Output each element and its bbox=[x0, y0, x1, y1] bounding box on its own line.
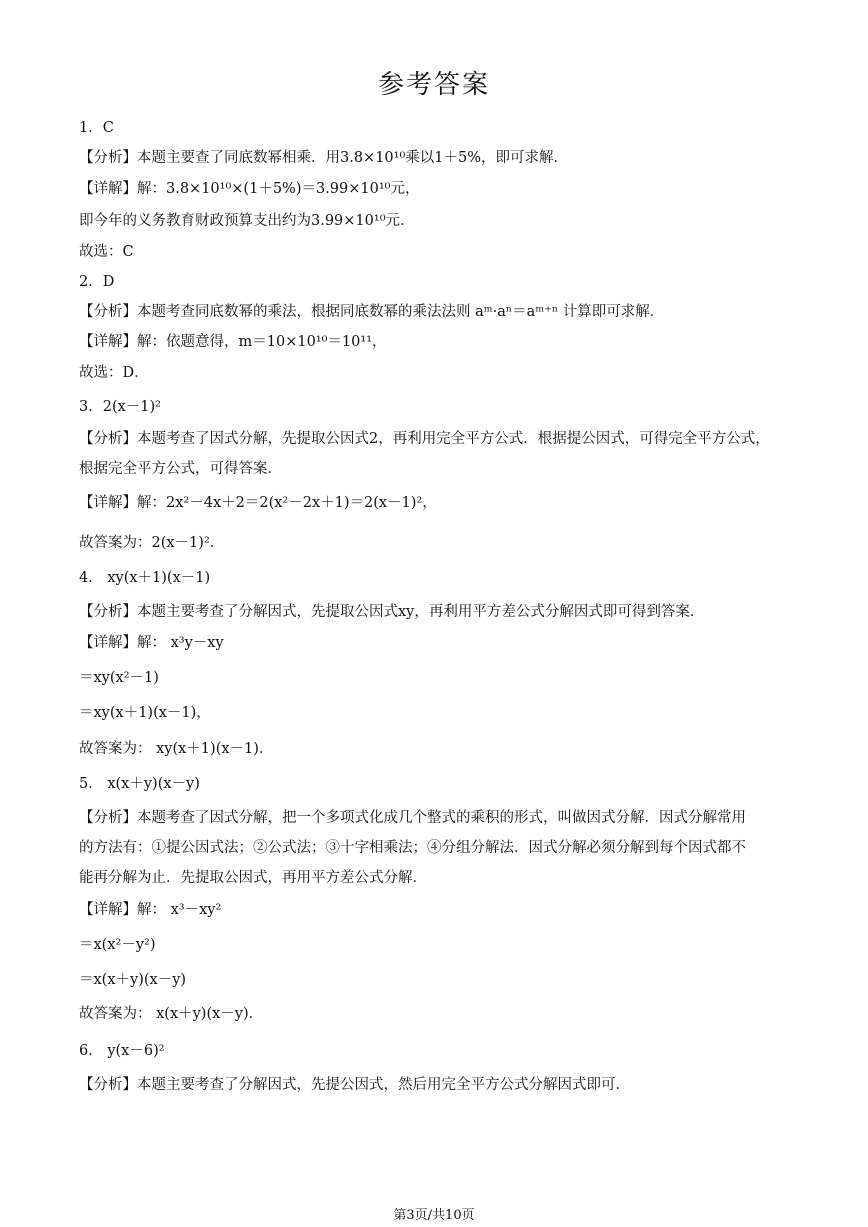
analysis-line: 【分析】本题主要考查了分解因式，先提公因式，然后用完全平方公式分解因式即可． bbox=[79, 1077, 630, 1093]
text-line: 故选：C bbox=[79, 244, 134, 260]
page-title: 参考答案 bbox=[377, 70, 490, 100]
answer-line: 1．C bbox=[79, 120, 114, 136]
detail-line: 【详解】解： x³－xy² bbox=[79, 902, 222, 918]
math-line: ＝xy(x＋1)(x－1)， bbox=[79, 705, 211, 721]
analysis-line: 【分析】本题考查同底数幂的乘法，根据同底数幂的乘法法则 aᵐ·aⁿ＝aᵐ⁺ⁿ 计算即可求解． bbox=[79, 304, 665, 320]
text-line: 故答案为：2(x－1)²． bbox=[79, 535, 225, 551]
text-line: 能再分解为止．先提取公因式，再用平方差公式分解． bbox=[79, 870, 427, 886]
analysis-line: 【分析】本题考查了因式分解，先提取公因式2，再利用完全平方公式．根据提公因式，可得完全平方公式， bbox=[79, 431, 770, 447]
math-line: ＝x(x²－y²) bbox=[79, 937, 156, 953]
detail-line: 【详解】解：依题意得，m＝10×10¹⁰＝10¹¹， bbox=[79, 334, 387, 350]
text-line: 故答案为： x(x＋y)(x－y)． bbox=[79, 1006, 264, 1022]
analysis-line: 【分析】本题主要查了同底数幂相乘．用3.8×10¹⁰乘以1＋5%，即可求解． bbox=[79, 150, 569, 166]
answer-line: 5． x(x＋y)(x－y) bbox=[79, 776, 200, 792]
answer-line: 2．D bbox=[79, 274, 115, 290]
detail-line: 【详解】解： x³y－xy bbox=[79, 635, 224, 651]
text-line: 故选：D． bbox=[79, 365, 149, 381]
answer-line: 6． y(x－6)² bbox=[79, 1043, 165, 1059]
answer-line: 3．2(x－1)² bbox=[79, 399, 161, 415]
page-footer: 第3页/共10页 bbox=[393, 1208, 475, 1223]
math-line: ＝x(x＋y)(x－y) bbox=[79, 972, 187, 988]
detail-line: 【详解】解：2x²－4x＋2＝2(x²－2x＋1)＝2(x－1)²， bbox=[79, 495, 437, 511]
answer-line: 4． xy(x＋1)(x－1) bbox=[79, 570, 211, 586]
analysis-line: 【分析】本题主要考查了分解因式，先提取公因式xy，再利用平方差公式分解因式即可得到答案． bbox=[79, 604, 705, 620]
text-line: 故答案为： xy(x＋1)(x－1)． bbox=[79, 741, 274, 757]
text-line: 根据完全平方公式，可得答案． bbox=[79, 461, 282, 477]
text-line: 即今年的义务教育财政预算支出约为3.99×10¹⁰元． bbox=[79, 213, 415, 229]
analysis-line: 【分析】本题考查了因式分解，把一个多项式化成几个整式的乘积的形式，叫做因式分解．因式分解常用 bbox=[79, 810, 746, 826]
detail-line: 【详解】解：3.8×10¹⁰×(1＋5%)＝3.99×10¹⁰元， bbox=[79, 181, 420, 197]
text-line: 的方法有：①提公因式法；②公式法；③十字相乘法；④分组分解法．因式分解必须分解到每个因式都不 bbox=[79, 840, 746, 856]
math-line: ＝xy(x²－1) bbox=[79, 670, 159, 686]
